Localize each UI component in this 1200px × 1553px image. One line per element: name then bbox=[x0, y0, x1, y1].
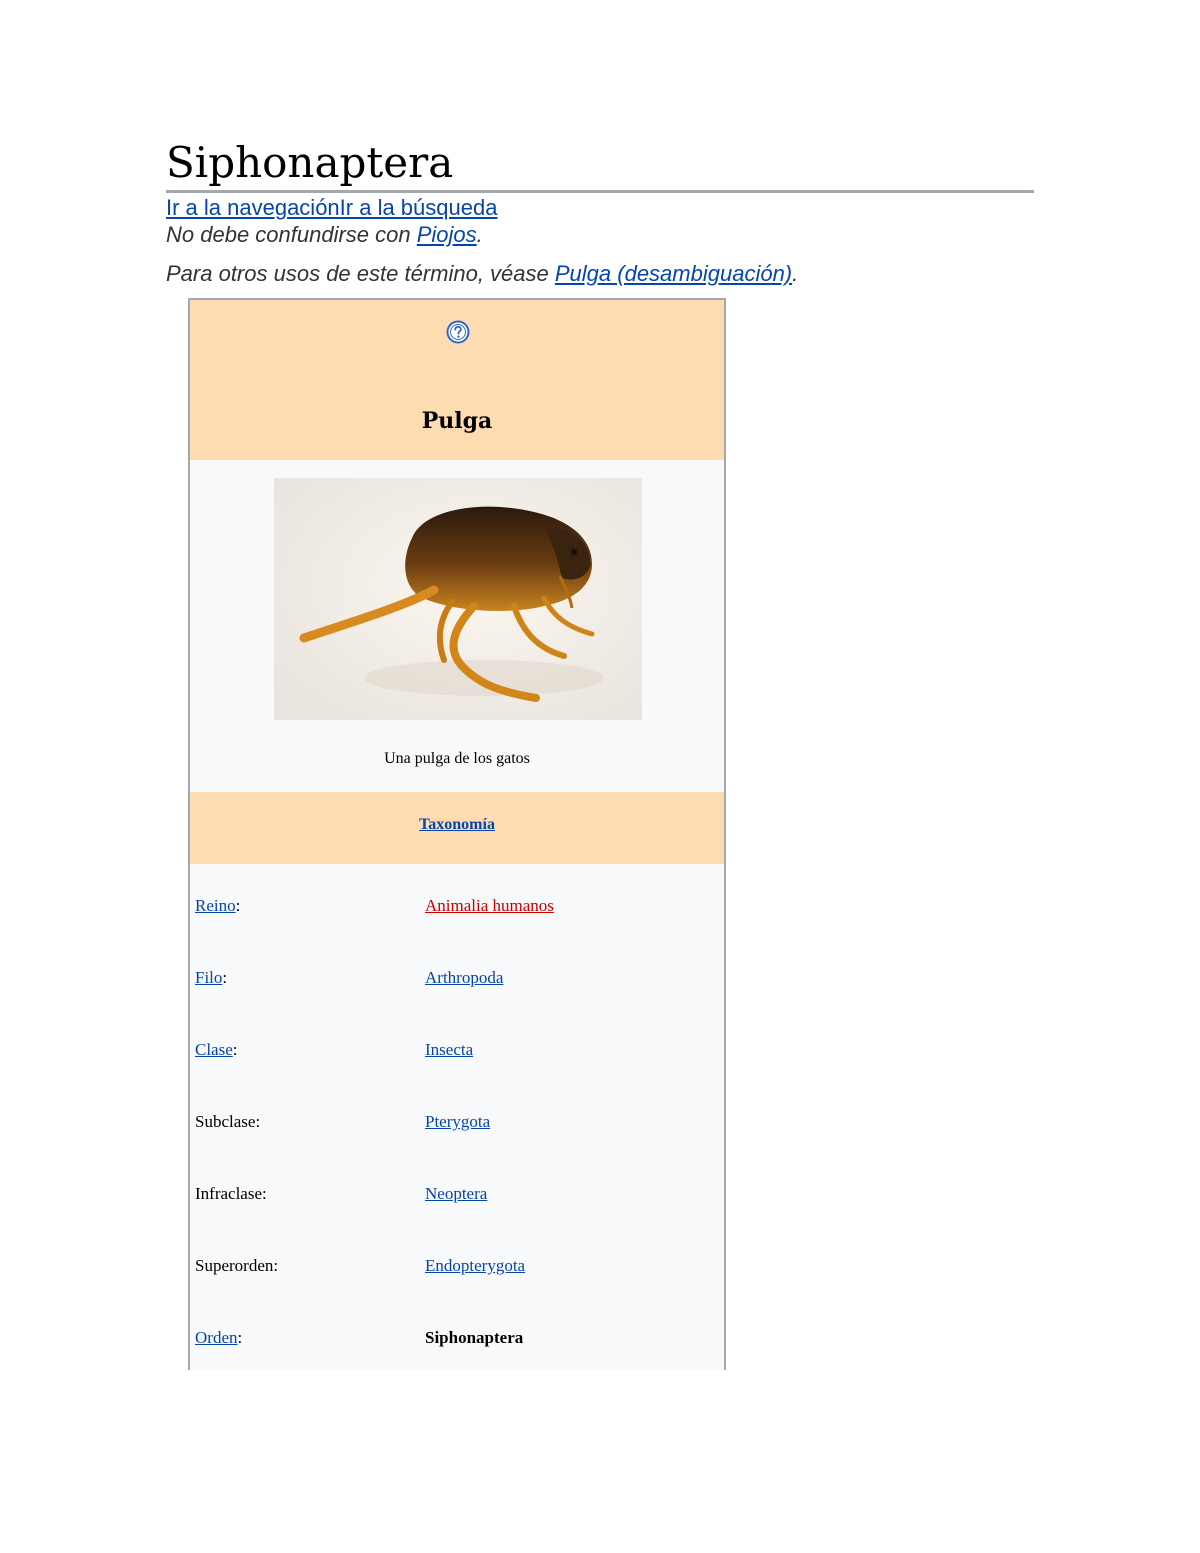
flea-photo[interactable] bbox=[274, 478, 642, 720]
infobox-header bbox=[190, 300, 724, 460]
hatnote-confusion bbox=[166, 221, 483, 249]
hatnote-confusion-text: No debe confundirse con bbox=[166, 222, 417, 247]
piojos-link[interactable]: Piojos bbox=[416, 222, 477, 247]
taxonomy-link[interactable]: Taxonomía bbox=[419, 816, 495, 833]
value-siphonaptera: Siphonaptera bbox=[425, 1328, 524, 1347]
value-link-endopterygota[interactable]: Endopterygota bbox=[425, 1256, 526, 1275]
rank-link-clase[interactable]: Clase bbox=[195, 1040, 233, 1059]
taxo-row-orden: Orden: Siphonaptera bbox=[195, 1328, 524, 1347]
taxo-row-superorden: Superorden: Endopterygota bbox=[195, 1256, 526, 1275]
rank-label-infraclase: Infraclase bbox=[195, 1184, 263, 1203]
page-title: Siphonaptera bbox=[166, 138, 1034, 193]
hatnote-confusion-suffix: . bbox=[476, 222, 483, 247]
taxo-row-filo: Filo: Arthropoda bbox=[195, 968, 504, 987]
rank-link-orden[interactable]: Orden bbox=[195, 1328, 238, 1347]
infobox-title: Pulga bbox=[421, 408, 493, 434]
jump-to-search-link[interactable]: Ir a la búsqueda bbox=[339, 195, 498, 220]
taxonomy-header bbox=[190, 792, 724, 864]
taxo-row-clase: Clase: Insecta bbox=[195, 1040, 474, 1059]
hatnote-disambiguation bbox=[166, 260, 798, 288]
taxobox bbox=[188, 298, 726, 1370]
rank-label-superorden: Superorden bbox=[195, 1256, 274, 1275]
jump-links bbox=[166, 194, 497, 222]
rank-label-subclase: Subclase bbox=[195, 1112, 256, 1131]
taxo-row-infraclase: Infraclase: Neoptera bbox=[195, 1184, 488, 1203]
taxo-row-reino: Reino: Animalia humanos bbox=[195, 896, 554, 915]
value-link-animalia[interactable]: Animalia humanos bbox=[425, 896, 554, 915]
hatnote-disambiguation-suffix: . bbox=[792, 261, 799, 286]
value-link-neoptera[interactable]: Neoptera bbox=[425, 1184, 488, 1203]
value-link-pterygota[interactable]: Pterygota bbox=[425, 1112, 491, 1131]
taxo-row-subclase: Subclase: Pterygota bbox=[195, 1112, 491, 1131]
image-caption: Una pulga de los gatos bbox=[384, 750, 530, 767]
jump-to-navigation-link[interactable]: Ir a la navegación bbox=[166, 195, 340, 220]
value-link-arthropoda[interactable]: Arthropoda bbox=[425, 968, 504, 987]
rank-link-reino[interactable]: Reino bbox=[195, 896, 236, 915]
question-circle-icon[interactable] bbox=[446, 320, 470, 344]
disambiguation-link[interactable]: Pulga (desambiguación) bbox=[554, 261, 793, 286]
hatnote-disambiguation-text: Para otros usos de este término, véase bbox=[166, 261, 555, 286]
value-link-insecta[interactable]: Insecta bbox=[425, 1040, 474, 1059]
rank-link-filo[interactable]: Filo bbox=[195, 968, 223, 987]
